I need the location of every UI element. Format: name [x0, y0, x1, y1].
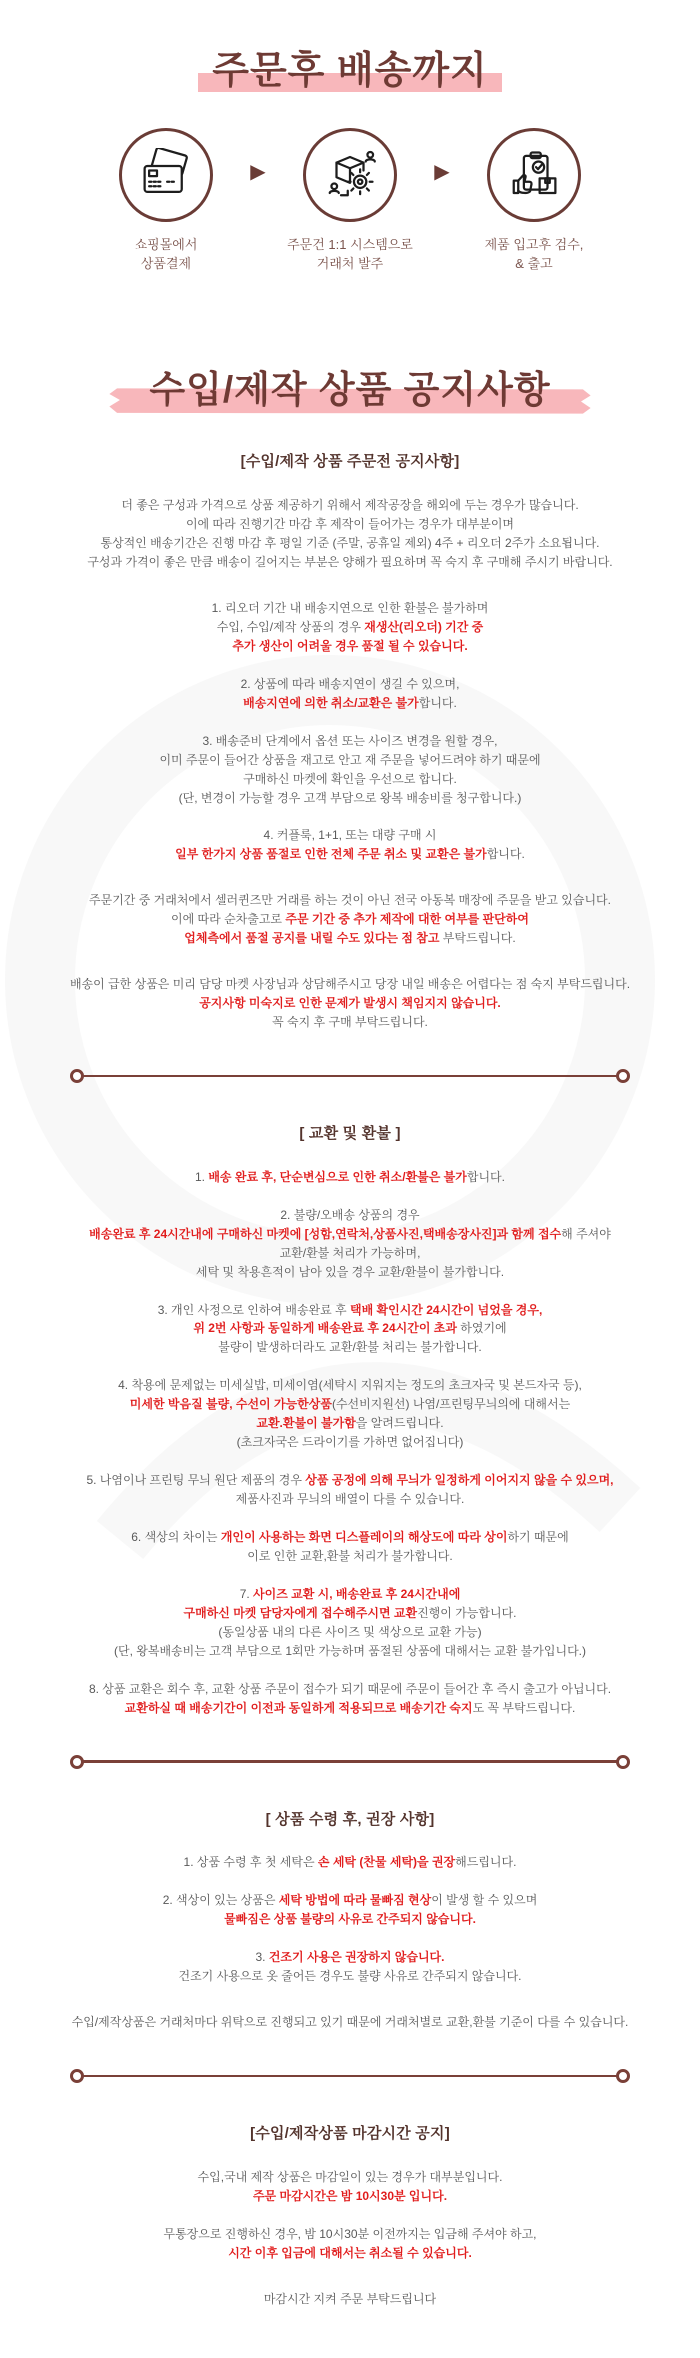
notice-text: 꼭 숙지 후 구매 부탁드립니다.	[272, 1015, 428, 1030]
notice-text: 도 꼭 부탁드립니다.	[472, 1700, 576, 1715]
notice-paragraph	[20, 2013, 680, 2032]
notice-paragraph	[20, 1528, 680, 1566]
divider-line	[83, 1075, 617, 1078]
notice-text-emphasis: 업체측에서 품절 공지를 내릴 수도 있다는 점 참고	[184, 931, 440, 946]
notice-text: 이에 따라 진행기간 마감 후 제작이 들어가는 경우가 대부분이며	[185, 517, 515, 532]
notice-text: 7.	[239, 1587, 254, 1602]
process-step-label: 주문건 1:1 시스템으로 거래처 발주	[287, 236, 413, 272]
notice-text: 수입, 수입/제작 상품의 경우	[216, 619, 365, 634]
process-step	[449, 128, 619, 274]
notice-text: 무통장으로 진행하신 경우, 밤 10시30분 이전까지는 입금해 주셔야 하고,	[163, 2226, 537, 2241]
notice-paragraph	[20, 1206, 680, 1282]
section-pre-order-notice	[0, 450, 700, 1032]
notice-text: 하기 때문에	[507, 1530, 569, 1545]
notice-text: 4. 착용에 문제없는 미세실밥, 미세이염(세탁시 지워지는 정도의 초크자국 및 본드자국 등),	[118, 1378, 582, 1393]
notice-text: 마감시간 지켜 주문 부탁드립니다	[263, 2291, 437, 2306]
notice-text: 세탁 및 착용흔적이 남아 있을 경우 교환/환불이 불가합니다.	[195, 1264, 505, 1279]
section-divider	[70, 2070, 630, 2082]
notice-text-emphasis: 건조기 사용은 권장하지 않습니다.	[268, 1950, 445, 1965]
section-heading: [ 상품 수령 후, 권장 사항]	[265, 1810, 435, 1828]
notice-paragraph	[20, 1585, 680, 1661]
notice-text: 합니다.	[466, 1169, 505, 1184]
notice-text: 해 주셔야	[561, 1226, 611, 1241]
notice-paragraph	[20, 1471, 680, 1509]
notice-text: 구성과 가격이 좋은 만큼 배송이 길어지는 부분은 양해가 필요하며 꼭 숙지 후 구매해 주시기 바랍니다.	[87, 554, 613, 569]
notice-text: 을 알려드립니다.	[355, 1416, 444, 1431]
notice-text: 해드립니다.	[455, 1855, 517, 1870]
notice-text-emphasis: 사이즈 교환 시, 배송완료 후 24시간내에	[253, 1587, 461, 1602]
notice-paragraph	[20, 1168, 680, 1187]
notice-text-emphasis: 물빠짐은 상품 불량의 사유로 간주되지 않습니다.	[224, 1912, 476, 1927]
notice-text-emphasis: 시간 이후 입금에 대해서는 취소될 수 있습니다.	[228, 2245, 472, 2260]
notice-text-emphasis: 교환.환불이 불가함	[256, 1416, 356, 1431]
notice-paragraph	[20, 732, 680, 808]
notice-text-emphasis: 손 세탁 (찬물 세탁)을 권장	[317, 1855, 456, 1870]
divider-end-dot	[70, 1755, 84, 1769]
order-process-steps	[0, 128, 700, 274]
section-divider	[70, 1756, 630, 1768]
notice-text-emphasis: 개인이 사용하는 화면 디스플레이의 해상도에 따라 상이	[220, 1530, 508, 1545]
notice-text: (단, 변경이 가능할 경우 고객 부담으로 왕복 배송비를 청구합니다.)	[178, 790, 522, 805]
notice-text: 부탁드립니다.	[439, 931, 516, 946]
arrow-right-icon: ▶	[250, 160, 266, 183]
notice-text: 수입,국내 제작 상품은 마감일이 있는 경우가 대부분입니다.	[197, 2169, 503, 2184]
notice-title-text: 수입/제작 상품 공지사항	[149, 368, 551, 410]
notice-paragraph	[20, 675, 680, 713]
notice-text: 이미 주문이 들어간 상품을 재고로 안고 재 주문을 넣어드려야 하기 때문에	[159, 752, 541, 767]
divider-line	[83, 1760, 617, 1763]
page-title-order-to-delivery	[0, 50, 700, 94]
section-heading: [수입/제작상품 마감시간 공지]	[250, 2125, 450, 2143]
notice-text: (동일상품 내의 다른 사이즈 및 색상으로 교환 가능)	[218, 1624, 482, 1639]
divider-end-dot	[70, 2069, 84, 2083]
notice-text: 이로 인한 교환,환불 처리가 불가합니다.	[247, 1549, 453, 1564]
notice-text: (수선비지원선) 나염/프린팅무늬의에 대해서는	[331, 1397, 571, 1412]
order-system-icon	[303, 128, 397, 222]
section-divider	[70, 1070, 630, 1082]
notice-text: 3.	[255, 1950, 269, 1965]
notice-text: 진행이 가능합니다.	[417, 1605, 517, 1620]
divider-end-dot	[616, 1755, 630, 1769]
process-step-label: 제품 입고후 검수, & 출고	[484, 236, 584, 272]
section-deadline-notice	[0, 2122, 700, 2308]
notice-paragraph	[20, 1853, 680, 1872]
notice-text: (초크자국은 드라이기를 가하면 없어집니다)	[236, 1435, 464, 1450]
notice-text-emphasis: 구매하신 마켓 담당자에게 접수해주시면 교환	[183, 1605, 418, 1620]
notice-paragraph	[20, 599, 680, 656]
notice-paragraph	[20, 891, 680, 948]
notice-text: 더 좋은 구성과 가격으로 상품 제공하기 위해서 제작공장을 해외에 두는 경우가 많습니다.	[121, 498, 579, 513]
notice-paragraph	[20, 1891, 680, 1929]
notice-text-emphasis: 미세한 박음질 불량, 수선이 가능한상품	[129, 1397, 332, 1412]
process-step-label: 쇼핑몰에서 상품결제	[134, 236, 198, 272]
notice-text: 5. 나염이나 프린팅 무늬 원단 제품의 경우	[86, 1473, 306, 1488]
notice-text: 1. 리오더 기간 내 배송지연으로 인한 환불은 불가하며	[211, 600, 489, 615]
notice-paragraph	[20, 2168, 680, 2206]
notice-paragraph	[20, 1948, 680, 1986]
process-step	[81, 128, 251, 274]
notice-text: 건조기 사용으로 옷 줄어든 경우도 불량 사유로 간주되지 않습니다.	[178, 1969, 522, 1984]
tape-highlight	[143, 370, 556, 411]
notice-text-emphasis: 추가 생산이 어려울 경우 품절 될 수 있습니다.	[232, 638, 468, 653]
notice-text: 합니다.	[418, 695, 457, 710]
process-step	[265, 128, 435, 274]
notice-paragraph	[20, 975, 680, 1032]
notice-paragraph	[20, 826, 680, 864]
notice-text-emphasis: 주문 마감시간은 밤 10시30분 입니다.	[252, 2188, 448, 2203]
notice-text-emphasis: 교환하실 때 배송기간이 이전과 동일하게 적용되므로 배송기간 숙지	[124, 1700, 473, 1715]
section-post-receipt-recommendation	[0, 1808, 700, 2032]
notice-text: 8. 상품 교환은 회수 후, 교환 상품 주문이 접수가 되기 때문에 주문이 들어간 후 즉시 출고가 아닙니다.	[88, 1681, 612, 1696]
notice-text: 하였기에	[460, 1321, 507, 1336]
notice-text: 3. 배송준비 단계에서 옵션 또는 사이즈 변경을 원할 경우,	[202, 733, 498, 748]
notice-text-emphasis: 상품 공정에 의해 무늬가 일정하게 이어지지 않을 수 있으며,	[305, 1473, 614, 1488]
notice-text: 이 발생 할 수 있으며	[431, 1893, 538, 1908]
notice-text: 2. 상품에 따라 배송지연이 생길 수 있으며,	[240, 676, 460, 691]
notice-paragraph	[20, 2225, 680, 2263]
notice-text: 주문기간 중 거래처에서 셀러퀸즈만 거래를 하는 것이 아닌 전국 아동복 매장에 주문을 받고 있습니다.	[89, 893, 611, 908]
section-heading: [수입/제작 상품 주문전 공지사항]	[240, 453, 460, 471]
page-title-product-notice	[0, 370, 700, 411]
notice-text: 합니다.	[486, 847, 525, 862]
page-content	[0, 50, 700, 2309]
credit-card-icon	[119, 128, 213, 222]
inspection-shipping-icon	[487, 128, 581, 222]
notice-text-emphasis: 배송지연에 의한 취소/교환은 불가	[243, 695, 419, 710]
notice-paragraph	[20, 1376, 680, 1452]
notice-text-emphasis: 배송 완료 후, 단순변심으로 인한 취소/환불은 불가	[208, 1169, 467, 1184]
notice-paragraph	[20, 496, 680, 572]
notice-text-emphasis: 위 2번 사항과 동일하게 배송완료 후 24시간이 초과	[193, 1321, 461, 1336]
notice-text: 구매하신 마켓에 확인을 우선으로 합니다.	[243, 771, 457, 786]
notice-text: 제품사진과 무늬의 배열이 다를 수 있습니다.	[235, 1492, 465, 1507]
notice-paragraph	[20, 1680, 680, 1718]
notice-text-emphasis: 일부 한가지 상품 품절로 인한 전체 주문 취소 및 교환은 불가	[175, 847, 487, 862]
notice-text-emphasis: 배송완료 후 24시간내에 구매하신 마켓에 [성함,연락처,상품사진,택배송장사진]과 함께 접수	[89, 1226, 562, 1241]
divider-end-dot	[616, 2069, 630, 2083]
notice-text: 교환/환불 처리가 가능하며,	[279, 1245, 421, 1260]
notice-text-emphasis: 재생산(리오더) 기간 중	[364, 619, 484, 634]
notice-text: 2. 불량/오배송 상품의 경우	[280, 1207, 420, 1222]
notice-text: 이에 따라 순차출고로	[171, 912, 286, 927]
notice-paragraph	[20, 1301, 680, 1358]
notice-text: 4. 커플룩, 1+1, 또는 대량 구매 시	[263, 828, 437, 843]
notice-text: 6. 색상의 차이는	[131, 1530, 221, 1545]
notice-text-emphasis: 세탁 방법에 따라 물빠짐 현상	[278, 1893, 432, 1908]
notice-paragraph	[20, 2290, 680, 2309]
notice-text-emphasis: 택배 확인시간 24시간이 넘었을 경우,	[350, 1302, 543, 1317]
divider-end-dot	[616, 1069, 630, 1083]
divider-end-dot	[70, 1069, 84, 1083]
notice-text: 수입/제작상품은 거래처마다 위탁으로 진행되고 있기 때문에 거래처별로 교환,환불 기준이 다를 수 있습니다.	[71, 2015, 629, 2030]
notice-text: 1. 상품 수령 후 첫 세탁은	[183, 1855, 318, 1870]
notice-text: (단, 왕복배송비는 고객 부담으로 1회만 가능하며 품절된 상품에 대해서는 교환 불가입니다.)	[114, 1643, 586, 1658]
notice-text-emphasis: 주문 기간 중 추가 제작에 대한 여부를 판단하여	[285, 912, 529, 927]
section-heading: [ 교환 및 환불 ]	[299, 1125, 401, 1143]
notice-text: 불량이 발생하더라도 교환/환불 처리는 불가합니다.	[218, 1340, 482, 1355]
notice-text: 3. 개인 사정으로 인하여 배송완료 후	[157, 1302, 350, 1317]
section-exchange-refund	[0, 1122, 700, 1718]
page-title-highlight: 주문후 배송까지	[198, 50, 502, 94]
arrow-right-icon: ▶	[434, 160, 450, 183]
notice-text-emphasis: 공지사항 미숙지로 인한 문제가 발생시 책임지지 않습니다.	[199, 996, 501, 1011]
divider-line	[83, 2075, 617, 2078]
notice-text: 배송이 급한 상품은 미리 담당 마켓 사장님과 상담해주시고 당장 내일 배송은 어렵다는 점 숙지 부탁드립니다.	[69, 977, 631, 992]
notice-text: 1.	[195, 1169, 209, 1184]
notice-text: 통상적인 배송기간은 진행 마감 후 평일 기준 (주말, 공휴일 제외) 4주 + 리오더 2주가 소요됩니다.	[100, 535, 600, 550]
notice-text: 2. 색상이 있는 상품은	[162, 1893, 279, 1908]
